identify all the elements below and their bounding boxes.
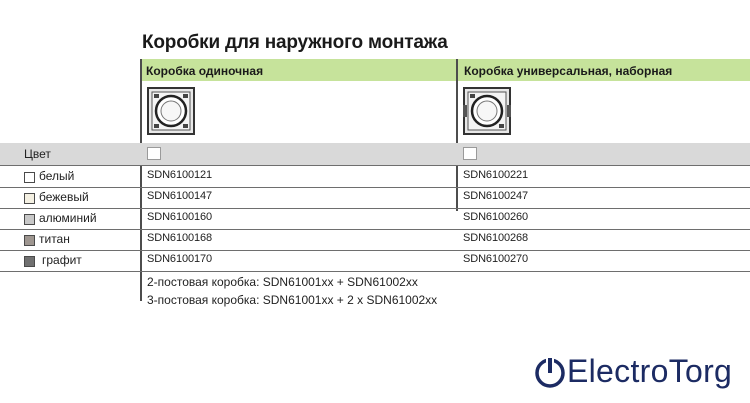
column-header-universal-label: Коробка универсальная, наборная bbox=[464, 64, 673, 78]
row-divider bbox=[0, 165, 750, 166]
code-single-titanium: SDN6100168 bbox=[147, 232, 213, 244]
code-universal-aluminium: SDN6100260 bbox=[463, 211, 529, 223]
note-two-post-box: 2-постовая коробка: SDN61001xx + SDN61002xx bbox=[147, 275, 418, 289]
row-divider bbox=[0, 271, 750, 272]
color-swatch-aluminium bbox=[24, 214, 35, 225]
color-swatch-graphite bbox=[24, 256, 35, 267]
code-universal-white: SDN6100221 bbox=[463, 169, 529, 181]
column-divider-middle bbox=[456, 59, 458, 211]
code-single-beige: SDN6100147 bbox=[147, 190, 213, 202]
color-swatch-white bbox=[24, 172, 35, 183]
universal-outdoor-box-icon bbox=[463, 87, 511, 135]
code-single-white: SDN6100121 bbox=[147, 169, 213, 181]
row-label-beige: бежевый bbox=[39, 190, 89, 204]
row-label-aluminium: алюминий bbox=[39, 211, 97, 225]
row-divider bbox=[0, 187, 750, 188]
logo-text: ElectroTorg bbox=[567, 353, 733, 389]
single-outdoor-box-icon bbox=[147, 87, 195, 135]
color-label: Цвет bbox=[24, 147, 51, 161]
white-checkbox-icon bbox=[463, 147, 477, 160]
row-divider bbox=[0, 250, 750, 251]
row-divider bbox=[0, 229, 750, 230]
row-label-graphite: графит bbox=[42, 253, 82, 267]
code-single-graphite: SDN6100170 bbox=[147, 253, 213, 265]
column-divider-left bbox=[140, 59, 142, 301]
page-title: Коробки для наружного монтажа bbox=[142, 32, 448, 53]
code-universal-beige: SDN6100247 bbox=[463, 190, 529, 202]
row-label-titanium: титан bbox=[39, 232, 70, 246]
column-header-single bbox=[140, 59, 456, 81]
column-header-universal bbox=[458, 59, 750, 81]
note-three-post-box: 3-постовая коробка: SDN61001xx + 2 x SDN61002xx bbox=[147, 293, 438, 307]
row-divider bbox=[0, 208, 750, 209]
color-row bbox=[0, 143, 750, 165]
power-icon bbox=[533, 355, 567, 389]
white-checkbox-icon bbox=[147, 147, 161, 160]
code-universal-graphite: SDN6100270 bbox=[463, 253, 529, 265]
color-swatch-titanium bbox=[24, 235, 35, 246]
color-swatch-beige bbox=[24, 193, 35, 204]
code-universal-titanium: SDN6100268 bbox=[463, 232, 529, 244]
code-single-aluminium: SDN6100160 bbox=[147, 211, 213, 223]
electrotorg-logo bbox=[533, 353, 732, 390]
column-header-single-label: Коробка одиночная bbox=[146, 64, 264, 78]
row-label-white: белый bbox=[39, 169, 75, 183]
